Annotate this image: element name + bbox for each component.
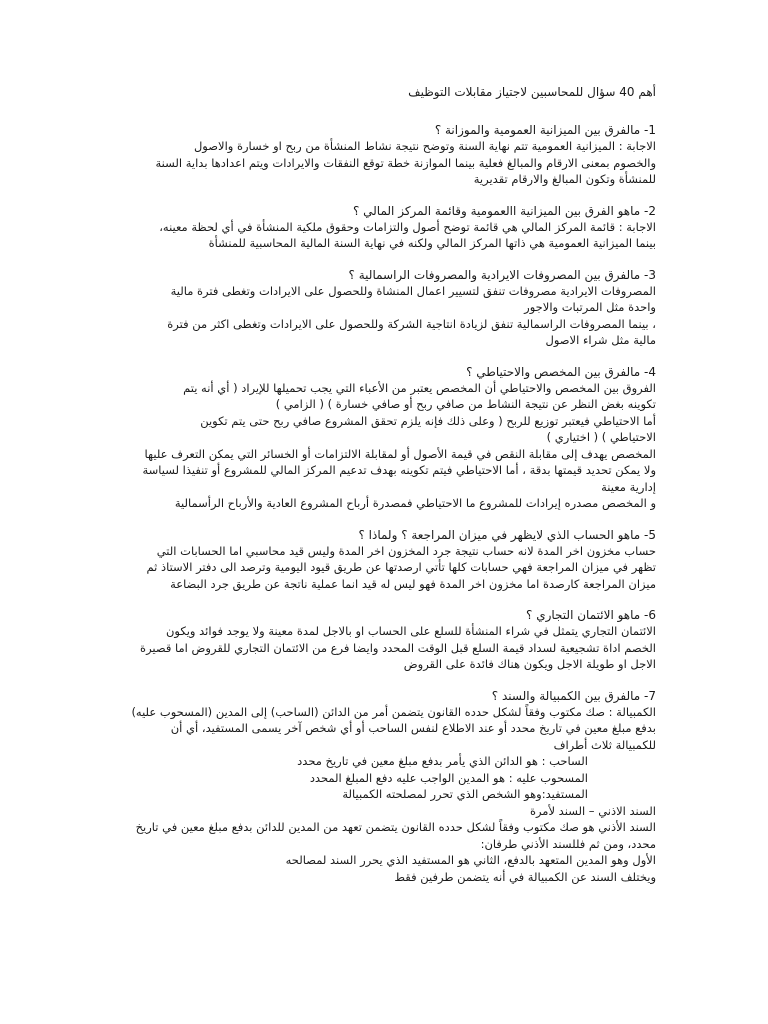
question-title: 2- ماهو الفرق بين الميزانية االعمومية وقائمة المركز المالي ؟ [352,203,656,218]
answer-line: ويختلف السند عن الكمبيالة في أنه يتضمن طرفين فقط [394,869,656,884]
answer-line: الساحب : هو الدائن الذي يأمر بدفع مبلغ معين في تاريخ محدد [297,754,588,768]
question-title: 3- مالفرق بين المصروفات الايرادية والمصروفات الراسمالية ؟ [348,267,656,282]
answer-line: إدارية معينة [601,479,656,494]
answer-line: الاجل او طويلة الاجل ويكون هناك فائدة على القروض [403,657,656,671]
answer-line: ميزان المراجعة كارصدة اما مخزون اخر المدة فهو ليس له قيد انما عملية ناتجة عن طريق جرد البضاعة [170,576,656,591]
document-body [116,84,656,900]
answer-line: للكمبيالة ثلاث أطراف [553,737,656,752]
question-section [116,688,656,886]
answer-line: الفروق بين المخصص والاحتياطي أن المخصص يعتبر من الأعباء التي يجب تحميلها للإيراد ( أي أنه يتم [183,380,656,395]
answer-line: ، بينما المصروفات الراسمالية تنفق لزيادة انتاجية الشركة وللحصول على الايرادات وتغطى اكثر من فترة [167,316,656,331]
answer-line: للمنشأة وتكون المبالغ والارقام تقديرية [473,172,656,186]
answer-line: المخصص يهدف إلى مقابلة النقص في قيمة الأصول أو لمقابلة الالتزامات أو الخسائر التي يمكن التعرف عليها [144,446,656,461]
question-section [116,203,656,252]
answer-line: و المخصص مصدره إيرادات للمشروع ما الاحتياطي فمصدرة أرباح المشروع العادية والأرباح الرأسمالية [174,496,656,510]
answer-line: ولا يمكن تحديد قيمتها بدقة ، أما الاحتياطي فيتم تكوينه بهدف تدعيم المركز المالي للمشروع أو تنفيذا لسياسة [142,463,656,477]
question-title: 4- مالفرق بين المخصص والاحتياطي ؟ [466,364,656,379]
question-section [116,607,656,673]
question-title: 7- مالفرق بين الكمبيالة والسند ؟ [491,688,656,703]
answer-line: مالية مثل شراء الاصول [545,333,656,347]
question-list [116,122,656,885]
answer-line: واحدة مثل المرتبات والاجور [524,300,656,314]
answer-line: تكوينه بغض النظر عن نتيجة النشاط من صافي ربح أو صافي خسارة ) ( الزامي ) [275,397,656,411]
answer-line: الاجابة : الميزانية العمومية تتم نهاية السنة وتوضح نتيجة نشاط المنشأة من ربح او خسارة والاصول [193,139,656,153]
answer-line: الائتمان التجاري يتمثل في شراء المنشأة للسلع على الحساب او بالاجل لمدة معينة ولا يوجد فوائد ويكون [165,624,656,638]
question-section [116,122,656,188]
answer-line: والخصوم بمعنى الارقام والمبالغ فعلية بينما الموازنة خطة توقع النفقات والايرادات ويتم اعدادها بداية السنة [155,155,656,170]
document-title: أهم 40 سؤال للمحاسبين لاجتياز مقابلات التوظيف [408,85,656,99]
answer-line: محدد، ومن ثم فللسند الأذني طرفان: [480,836,656,851]
answer-line: الاجابة : قائمة المركز المالي هي قائمة توضح أصول والتزامات وحقوق ملكية المنشأة في أي لحظة معينه، [159,219,656,234]
answer-line: السند الاذني – السند لأمرة [529,803,656,818]
answer-line: أما الاحتياطي فيعتبر توزيع للربح ( وعلى ذلك فإنه يلزم تحقق المشروع صافي ربح حتى يتم تكوين [200,413,656,428]
answer-line: المسحوب عليه : هو المدين الواجب عليه دفع المبلغ المحدد [309,770,588,785]
answer-line: المستفيد:وهو الشخص الذي تحرر لمصلحته الكمبيالة [342,787,588,801]
answer-line: تظهر في ميزان المراجعة فهي حسابات كلها تأتي ارصدتها عن طريق قيود اليومية وترصد الى دفتر الاستاذ ثم [146,560,656,574]
question-section [116,527,656,593]
answer-line: الأول وهو المدين المتعهد بالدفع، الثاني هو المستفيد الذي يحرر السند لمصالحه [285,853,656,867]
answer-line: المصروفات الايرادية مصروفات تنفق لتسيير اعمال المنشاة وللحصول على الايرادات وتغطى فترة مالية [170,283,656,298]
answer-line: بينما الميزانية العمومية هي ذاتها المركز المالي ولكنه في نهاية السنة المالية المحاسبية للمنشأة [208,236,656,250]
answer-line: الكمبيالة : صك مكتوب وفقاً لشكل حدده القانون يتضمن أمر من الدائن (الساحب) إلى المدين (المسحوب عليه) [131,704,656,719]
answer-line: حساب مخزون اخر المدة لانه حساب نتيجة جرد المخزون اخر المدة وليس قيد محاسبي اما الحسابات التي [156,543,656,558]
answer-line: السند الأذني هو صك مكتوب وفقاً لشكل حدده القانون يتضمن تعهد من المدين للدائن بدفع مبلغ معين في تاريخ [135,820,656,834]
question-section [116,267,656,349]
question-title: 6- ماهو الائتمان التجاري ؟ [526,608,656,622]
question-title: 1- مالفرق بين الميزانية العمومية والموزانة ؟ [434,123,656,137]
answer-line: بدفع مبلغ معين في تاريخ محدد أو عند الاطلاع لنفس الساحب أو أي شخص آخر يسمى المستفيد، أي أن [170,721,656,735]
answer-line: الاحتياطي ) ( اختياري ) [546,430,656,444]
question-section [116,364,656,512]
answer-line: الخصم اداة تشجيعية لسداد قيمة السلع قبل الوقت المحدد وايضا فرع من الائتمان التجاري للقروض اما قصيرة [140,640,656,655]
question-title: 5- ماهو الحساب الذي لايظهر في ميزان المراجعة ؟ ولماذا ؟ [358,527,656,542]
